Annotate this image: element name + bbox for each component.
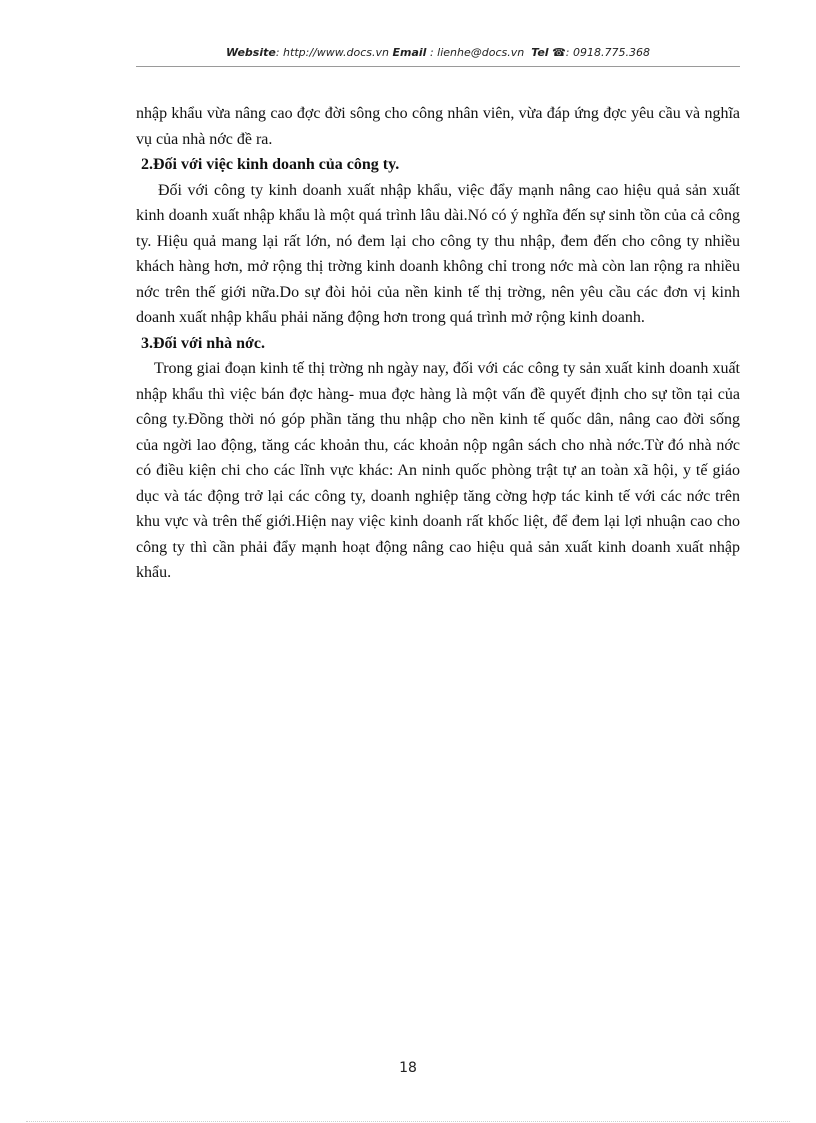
page-bottom-border: [26, 1121, 790, 1122]
paragraph-state: Trong giai đoạn kinh tế thị trờng nh ngày nay, đối với các công ty sản xuất kinh doanh xuất nhập khẩu thì việc bán đợc hàng- mua đợc hàng là một vấn đề quyết định cho sự tồn tại của công ty.Đồng thời nó góp phần tăng thu nhập cho nền kinh tế quốc dân, nâng cao đời sống của ngời lao động, tăng các khoản thu, các khoản nộp ngân sách cho nhà nớc.Từ đó nhà nớc có điều kiện chi cho các lĩnh vực khác: An ninh quốc phòng trật tự an toàn xã hội, y tế giáo dục và tác động trở lại các công ty, doanh nghiệp tăng cờng hợp tác kinh tế với các nớc trên khu vực và trên thế giới.Hiện nay việc kinh doanh rất khốc liệt, để đem lại lợi nhuận cao cho công ty thì cần phải đẩy mạnh hoạt động nâng cao hiệu quả sản xuất kinh doanh xuất nhập khẩu.: [136, 360, 740, 581]
website-url[interactable]: : http://www.docs.vn: [275, 46, 390, 59]
header-divider: [136, 66, 740, 67]
document-body: [136, 101, 740, 586]
email-address[interactable]: : lienhe@docs.vn: [426, 46, 525, 59]
section-heading-2: 2.Đối với việc kinh doanh của công ty.: [141, 156, 400, 173]
paragraph-business: Đối với công ty kinh doanh xuất nhập khẩu, việc đẩy mạnh nâng cao hiệu quả sản xuất kinh doanh xuất nhập khẩu là một quá trình lâu dài.Nó có ý nghĩa đến sự sinh tồn của cả công ty. Hiệu quả mang lại rất lớn, nó đem lại cho công ty thu nhập, đem đến cho công ty nhiều khách hàng hơn, mở rộng thị trờng kinh doanh không chỉ trong nớc mà còn lan rộng ra nhiều nớc trên thế giới nữa.Do sự đòi hỏi của nền kinh tế thị trờng, nên yêu cầu các đơn vị kinh doanh xuất nhập khẩu phải năng động hơn trong quá trình mở rộng kinh doanh.: [136, 181, 740, 326]
email-label: Email: [392, 46, 427, 59]
tel-label: Tel: [531, 46, 549, 59]
tel-number: : 0918.775.368: [565, 46, 650, 59]
section-heading-3: 3.Đối với nhà nớc.: [141, 334, 265, 352]
page-header: [136, 46, 740, 59]
paragraph-continued: nhập khẩu vừa nâng cao đợc đời sông cho công nhân viên, vừa đáp ứng đợc yêu cầu và nghĩa vụ của nhà nớc đề ra.: [136, 105, 740, 148]
phone-icon: ☎: [552, 46, 566, 59]
website-label: Website: [226, 46, 276, 59]
page-number: 18: [399, 1060, 417, 1076]
